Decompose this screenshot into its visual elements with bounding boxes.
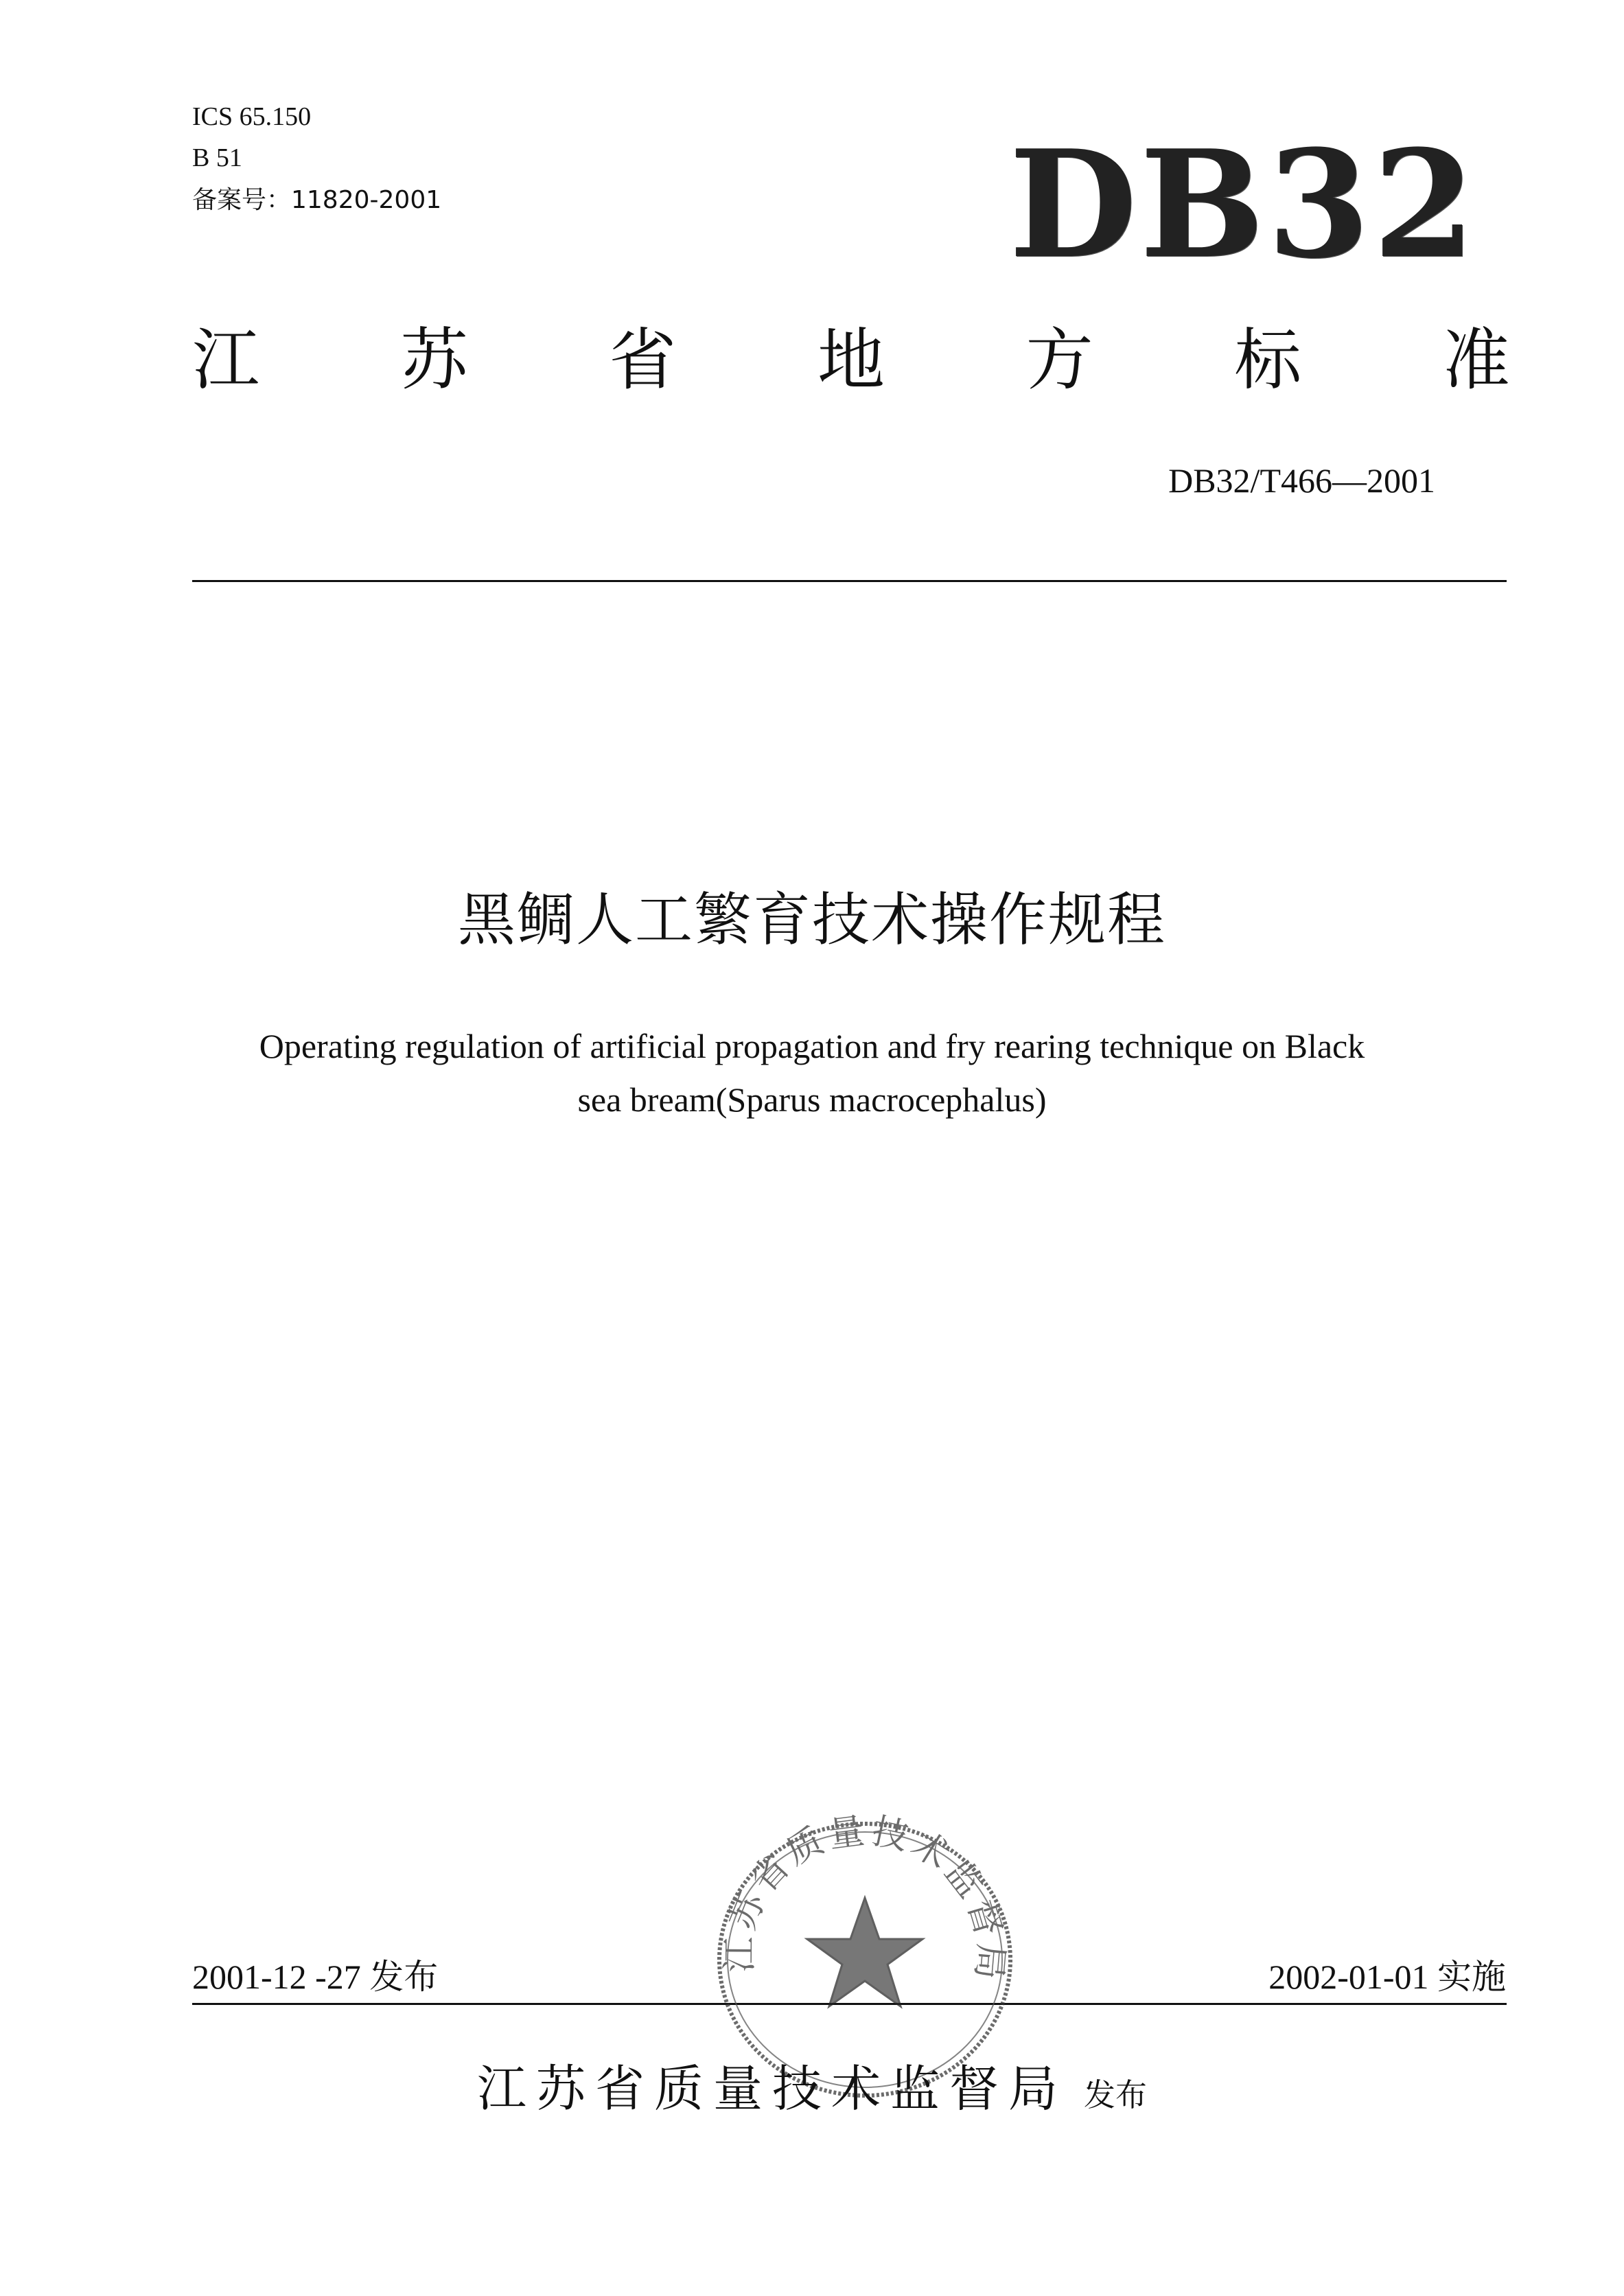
seal-text: 江苏省质量技术监督局 [719,1809,1012,1986]
ccs-code: B 51 [192,143,242,172]
db32-logo: DB32 [1009,117,1478,291]
standard-type-char: 江 [192,321,260,399]
standard-type-char: 地 [817,321,885,399]
publisher [0,2049,1624,2120]
standard-type-char: 省 [609,321,677,399]
standard-type-char: 标 [1234,321,1302,399]
publisher-suffix: 发布 [1084,2076,1147,2113]
publisher-name: 江苏省质量技术监督局 [476,2060,1067,2118]
ics-code: ICS 65.150 [192,102,312,131]
standard-type-char: 苏 [400,321,468,399]
header-divider [192,580,1507,582]
standard-type-title [192,312,1510,408]
standard-type-char: 方 [1025,321,1093,399]
seal-star [807,1898,923,2006]
record-number: 备案号：11820-2001 [192,186,442,214]
document-title-cn: 黑鲷人工繁育技术操作规程 [457,886,1166,953]
effective-date: 2002-01-01 实施 [1268,1958,1506,1996]
standard-type-char: 准 [1442,321,1510,399]
document-title-en-line1: Operating regulation of artificial propagation and fry rearing technique on Black [259,1027,1365,1065]
issue-date: 2001-12 -27 发布 [192,1958,439,1996]
document-title-en-line2: sea bream(Sparus macrocephalus) [577,1080,1047,1119]
document-number: DB32/T466—2001 [1168,461,1435,500]
document-title-en [124,1019,1500,1126]
